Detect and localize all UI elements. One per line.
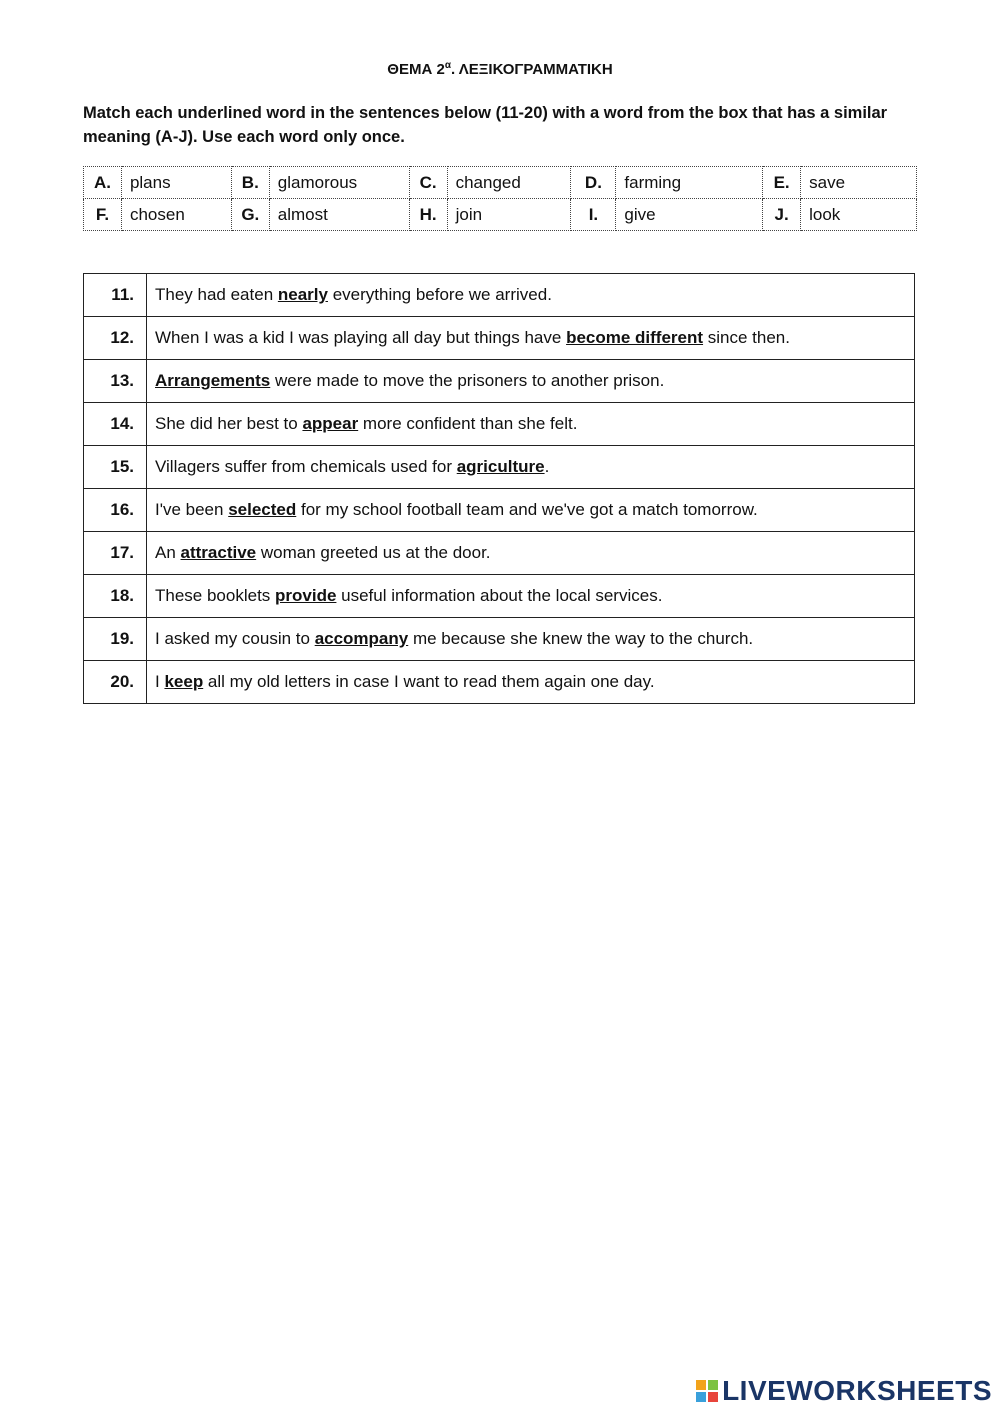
sentence-text	[147, 274, 915, 317]
sentence-row	[84, 446, 915, 489]
sentence-row	[84, 489, 915, 532]
underlined-keyword: agriculture	[456, 457, 545, 476]
word-box-letter: D.	[571, 167, 616, 199]
word-box-row	[84, 199, 917, 231]
sentence-number: 17.	[84, 532, 147, 575]
word-box-word: join	[447, 199, 571, 231]
sentence-number: 16.	[84, 489, 147, 532]
logo-square	[696, 1380, 706, 1390]
sentence-after: woman greeted us at the door.	[256, 543, 491, 562]
sentence-number: 12.	[84, 317, 147, 360]
underlined-keyword: keep	[164, 672, 204, 691]
sentence-number: 13.	[84, 360, 147, 403]
sentence-after: everything before we arrived.	[327, 285, 552, 304]
logo-text: LIVEWORKSHEETS	[722, 1375, 992, 1406]
sentence-row	[84, 661, 915, 704]
sentence-text	[147, 575, 915, 618]
sentence-number: 14.	[84, 403, 147, 446]
sentence-text	[147, 489, 915, 532]
title-suffix: . ΛΕΞΙΚΟΓΡΑΜΜΑΤΙΚΗ	[450, 61, 613, 78]
sentence-row	[84, 360, 915, 403]
sentence-before: I've been	[155, 500, 229, 519]
sentence-row	[84, 403, 915, 446]
word-box-letter: E.	[763, 167, 801, 199]
sentence-after: were made to move the prisoners to another prison.	[270, 371, 665, 390]
sentence-before: They had eaten	[155, 285, 278, 304]
sentence-after: more confident than she felt.	[358, 414, 578, 433]
word-box-letter: I.	[571, 199, 616, 231]
sentence-before: When I was a kid I was playing all day but things have	[155, 328, 567, 347]
page-title	[0, 60, 1000, 78]
sentence-number: 15.	[84, 446, 147, 489]
underlined-keyword: provide	[275, 586, 337, 605]
title-prefix: ΘΕΜΑ 2	[387, 61, 445, 78]
word-box-word: changed	[447, 167, 571, 199]
logo-square	[708, 1392, 718, 1402]
sentence-before: I	[155, 672, 165, 691]
sentence-text	[147, 360, 915, 403]
sentence-before: These booklets	[155, 586, 276, 605]
word-box-row	[84, 167, 917, 199]
word-box-letter: H.	[409, 199, 447, 231]
liveworksheets-logo	[696, 1375, 992, 1407]
sentence-after: all my old letters in case I want to read them again one day.	[203, 672, 655, 691]
underlined-keyword: appear	[302, 414, 359, 433]
sentence-row	[84, 317, 915, 360]
sentence-before: She did her best to	[155, 414, 303, 433]
sentence-after: since then.	[703, 328, 790, 347]
sentence-row	[84, 618, 915, 661]
sentence-text	[147, 532, 915, 575]
sentence-number: 11.	[84, 274, 147, 317]
sentence-row	[84, 532, 915, 575]
word-box-word: chosen	[121, 199, 231, 231]
word-box-word: look	[801, 199, 917, 231]
word-box-letter: F.	[84, 199, 122, 231]
word-box-word: give	[616, 199, 763, 231]
sentence-number: 19.	[84, 618, 147, 661]
sentence-before: An	[155, 543, 181, 562]
word-box-letter: J.	[763, 199, 801, 231]
word-box-letter: C.	[409, 167, 447, 199]
word-box-word: plans	[121, 167, 231, 199]
word-box-word: farming	[616, 167, 763, 199]
underlined-keyword: accompany	[314, 629, 409, 648]
sentence-before: I asked my cousin to	[155, 629, 315, 648]
word-box-word: save	[801, 167, 917, 199]
instructions: Match each underlined word in the sentences below (11-20) with a word from the box that has a similar meaning (A-J). Use each word only once.	[83, 104, 888, 146]
sentence-text	[147, 317, 915, 360]
sentence-text	[147, 403, 915, 446]
sentence-before: Villagers suffer from chemicals used for	[155, 457, 457, 476]
sentence-after: useful information about the local services.	[336, 586, 663, 605]
sentence-row	[84, 575, 915, 618]
underlined-keyword: Arrangements	[155, 371, 271, 390]
sentence-text	[147, 661, 915, 704]
word-box-letter: A.	[84, 167, 122, 199]
word-box-word: almost	[269, 199, 409, 231]
liveworksheets-logo-icon	[696, 1380, 718, 1402]
sentences-table	[83, 273, 915, 704]
sentence-row	[84, 274, 915, 317]
title-superscript: α	[444, 60, 451, 71]
underlined-keyword: nearly	[277, 285, 328, 304]
sentence-text	[147, 446, 915, 489]
sentence-after: for my school football team and we've got a match tomorrow.	[296, 500, 758, 519]
logo-square	[708, 1380, 718, 1390]
underlined-keyword: attractive	[180, 543, 257, 562]
underlined-keyword: become different	[566, 328, 704, 347]
underlined-keyword: selected	[228, 500, 297, 519]
sentence-after: .	[544, 457, 550, 476]
word-box-word: glamorous	[269, 167, 409, 199]
logo-square	[696, 1392, 706, 1402]
word-box-letter: G.	[231, 199, 269, 231]
word-box-letter: B.	[231, 167, 269, 199]
sentence-number: 20.	[84, 661, 147, 704]
sentence-after: me because she knew the way to the church.	[408, 629, 754, 648]
sentence-number: 18.	[84, 575, 147, 618]
word-box	[83, 166, 917, 231]
sentence-text	[147, 618, 915, 661]
